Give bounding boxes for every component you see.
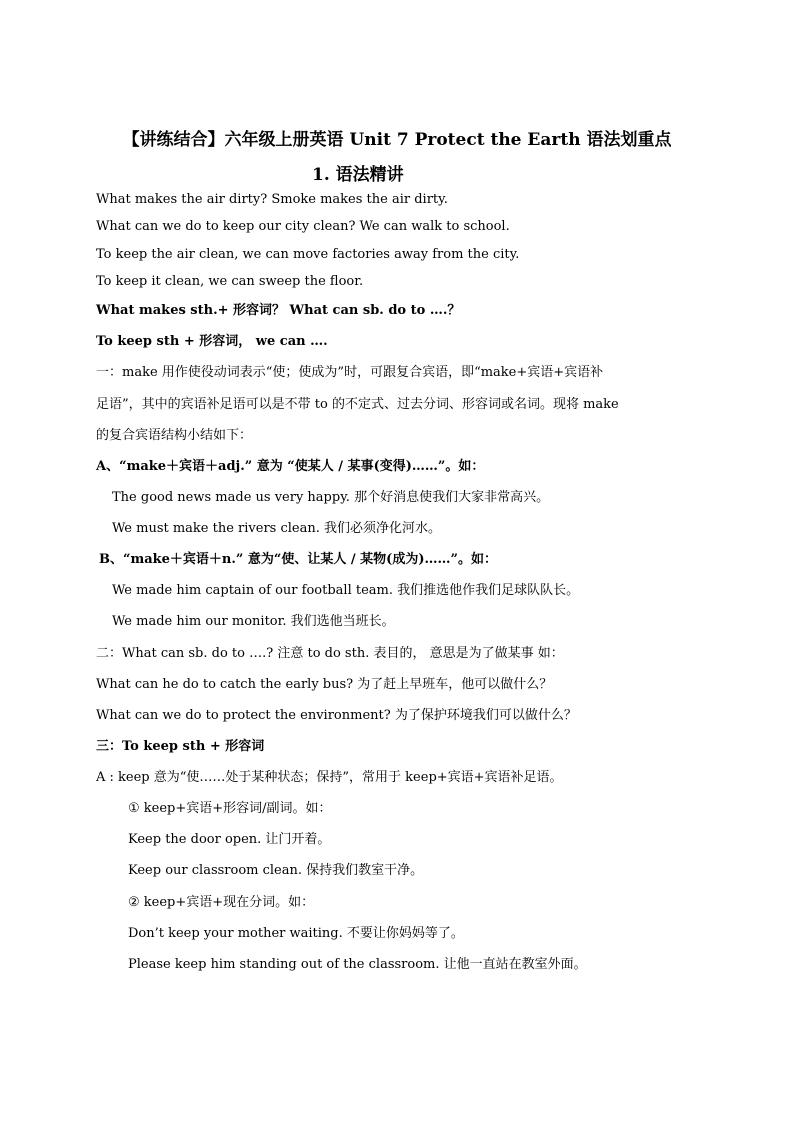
sub-rule: ② keep+宾语+现在分词。如： <box>128 895 315 910</box>
example-sentence: To keep it clean, we can sweep the floor. <box>96 274 364 289</box>
example-sentence: Keep the door open. 让门开着。 <box>128 832 331 847</box>
section-heading: 1. 语法精讲 <box>312 165 404 185</box>
example-sentence: What can he do to catch the early bus? 为了赶上早班车，他可以做什么？ <box>96 677 553 692</box>
rule-heading: A、“make＋宾语＋adj.” 意为 “使某人 / 某事(变得)……”。如： <box>96 459 485 474</box>
example-sentence: To keep the air clean, we can move factories away from the city. <box>96 247 520 262</box>
example-sentence: We made him captain of our football team. 我们推选他作我们足球队队长。 <box>112 583 580 598</box>
paragraph-line: A : keep 意为“使……处于某种状态；保持”，常用于 keep+宾语+宾语补足语。 <box>96 770 563 785</box>
example-sentence: Please keep him standing out of the classroom. 让他一直站在教室外面。 <box>128 957 587 972</box>
sub-rule: ① keep+宾语+形容词/副词。如： <box>128 801 332 816</box>
rule-heading: 三：To keep sth + 形容词 <box>96 739 265 754</box>
example-sentence: Keep our classroom clean. 保持我们教室干净。 <box>128 863 424 878</box>
paragraph-line: 一：make 用作使役动词表示“使；使成为”时，可跟复合宾语，即“make+宾语+宾语补 <box>96 365 604 380</box>
pattern-line: To keep sth + 形容词， we can …. <box>96 334 328 349</box>
pattern-line: What makes sth.+ 形容词？ What can sb. do to ….？ <box>96 303 461 318</box>
example-sentence: What can we do to keep our city clean? We can walk to school. <box>96 219 510 234</box>
example-sentence: We made him our monitor. 我们选他当班长。 <box>112 614 395 629</box>
paragraph-line: 足语”，其中的宾语补足语可以是不带 to 的不定式、过去分词、形容词或名词。现将 make <box>96 397 619 412</box>
paragraph-line: 的复合宾语结构小结如下： <box>96 428 253 443</box>
example-sentence: Don’t keep your mother waiting. 不要让你妈妈等了。 <box>128 926 464 941</box>
example-sentence: What can we do to protect the environment? 为了保护环境我们可以做什么？ <box>96 708 577 723</box>
example-sentence: We must make the rivers clean. 我们必须净化河水。 <box>112 521 442 536</box>
paragraph-line: 二：What can sb. do to ….? 注意 to do sth. 表目的， 意思是为了做某事 如： <box>96 646 564 661</box>
page-title: 【讲练结合】六年级上册英语 Unit 7 Protect the Earth 语法划重点 <box>122 130 672 150</box>
example-sentence: The good news made us very happy. 那个好消息使我们大家非常高兴。 <box>112 490 550 505</box>
example-sentence: What makes the air dirty? Smoke makes the air dirty. <box>96 192 448 207</box>
rule-heading: B、“make＋宾语＋n.” 意为“使、让某人 / 某物(成为)……”。如： <box>99 552 497 567</box>
